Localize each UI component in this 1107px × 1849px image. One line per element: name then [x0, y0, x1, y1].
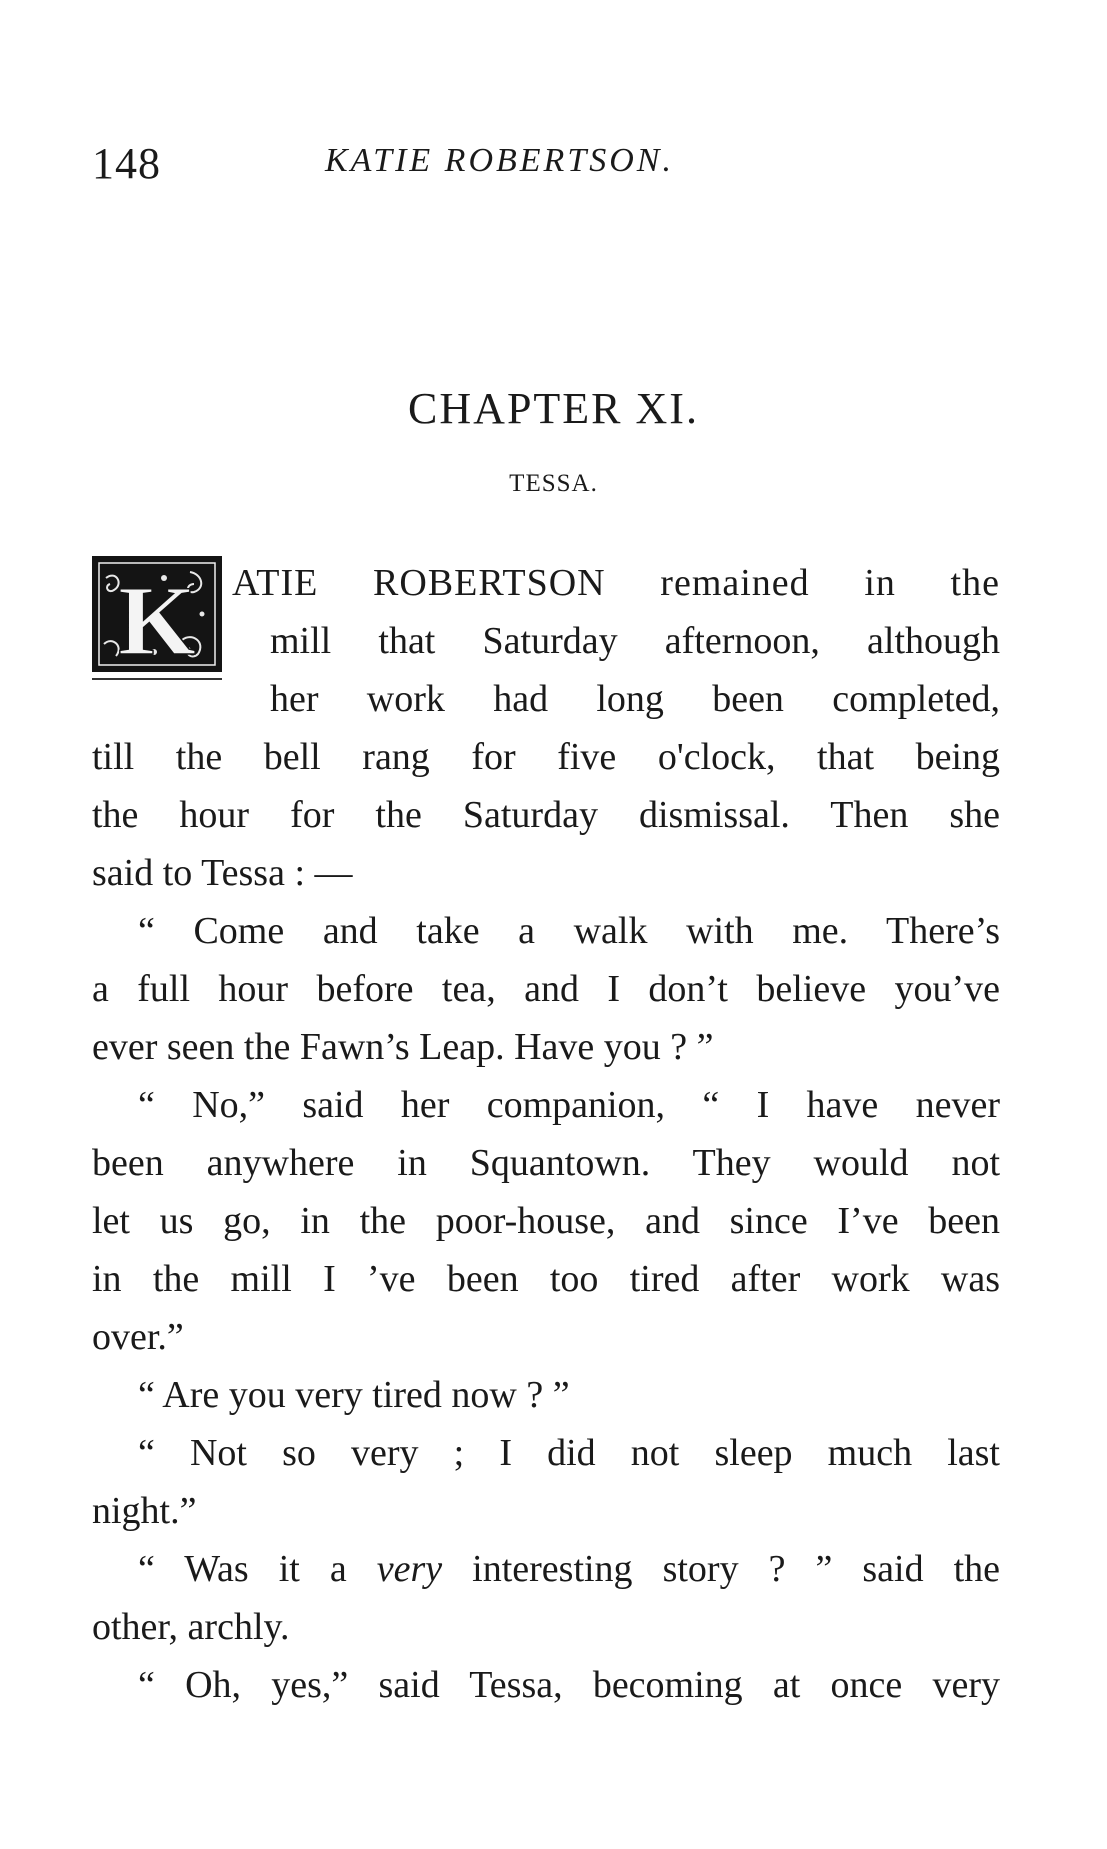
text-line: her work had long been completed,: [270, 678, 1000, 720]
ornamental-initial-k-icon: [92, 556, 222, 672]
text-line: till the bell rang for five o'clock, that being: [92, 736, 1000, 778]
text-line: “ Not so very ; I did not sleep much last: [138, 1432, 1000, 1474]
text-line: “ Come and take a walk with me. There’s: [138, 910, 1000, 952]
text-line: “ Are you very tired now ? ”: [138, 1374, 570, 1416]
text-line: mill that Saturday afternoon, although: [270, 620, 1000, 662]
emphasized-word: very: [376, 1548, 443, 1590]
running-head: [92, 138, 1002, 198]
text-line: let us go, in the poor-house, and since I’ve been: [92, 1200, 1000, 1242]
text-fragment: interesting story ? ” said the: [472, 1548, 1001, 1590]
text-fragment: “ Was it a: [138, 1548, 347, 1590]
text-line: a full hour before tea, and I don’t believe you’ve: [92, 968, 1000, 1010]
text-line: over.”: [92, 1316, 184, 1358]
text-line: “ No,” said her companion, “ I have never: [138, 1084, 1000, 1126]
text-line-with-emphasis: [138, 1543, 1000, 1595]
text-line: said to Tessa : —: [92, 852, 353, 894]
text-line: in the mill I ’ve been too tired after work was: [92, 1258, 1000, 1300]
text-line: been anywhere in Squantown. They would not: [92, 1142, 1000, 1184]
drop-cap-rule: [92, 678, 222, 680]
text-line: the hour for the Saturday dismissal. Then she: [92, 794, 1000, 836]
chapter-title: CHAPTER XI.: [408, 384, 699, 433]
text-line: other, archly.: [92, 1606, 290, 1648]
running-title: KATIE ROBERTSON.: [325, 142, 674, 179]
text-line: night.”: [92, 1490, 197, 1532]
page-number: 148: [92, 139, 161, 188]
text-line: ever seen the Fawn’s Leap. Have you ? ”: [92, 1026, 714, 1068]
chapter-subtitle: TESSA.: [509, 470, 598, 497]
drop-cap-letter: K: [118, 565, 196, 670]
text-line: “ Oh, yes,” said Tessa, becoming at once very: [138, 1664, 1000, 1706]
text-line: ATIE ROBERTSON remained in the: [232, 562, 1000, 604]
